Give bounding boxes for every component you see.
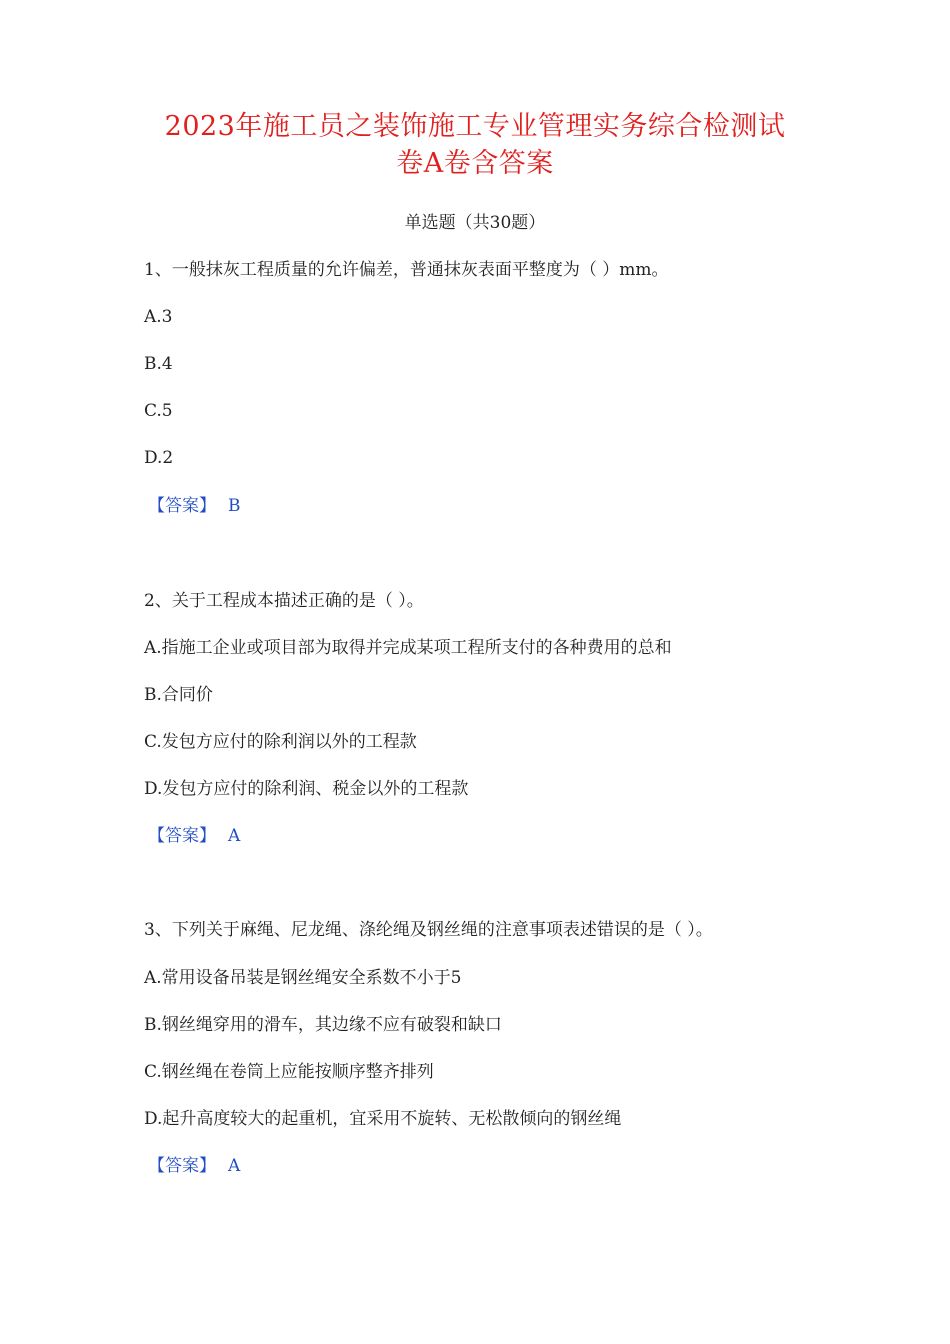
question-2-option-a: A.指施工企业或项目部为取得并完成某项工程所支付的各种费用的总和 [144, 638, 672, 658]
question-3-option-c: C.钢丝绳在卷筒上应能按顺序整齐排列 [144, 1062, 434, 1082]
question-1-option-c: C.5 [144, 401, 173, 421]
question-2-stem: 2、关于工程成本描述正确的是（ ）。 [144, 591, 424, 611]
question-1-option-a: A.3 [144, 307, 173, 327]
answer-label: 【答案】 [148, 826, 216, 846]
question-1-stem: 1、一般抹灰工程质量的允许偏差，普通抹灰表面平整度为（ ）mm。 [144, 260, 669, 280]
question-1-answer [148, 494, 241, 518]
question-3-stem: 3、下列关于麻绳、尼龙绳、涤纶绳及钢丝绳的注意事项表述错误的是（ ）。 [144, 920, 713, 940]
answer-value: A [228, 1156, 241, 1176]
question-3-option-b: B.钢丝绳穿用的滑车，其边缘不应有破裂和缺口 [144, 1015, 502, 1035]
section-heading: 单选题（共30题） [404, 213, 546, 233]
question-2-answer [148, 824, 240, 848]
question-3-option-a: A.常用设备吊装是钢丝绳安全系数不小于5 [144, 968, 462, 988]
title-line-2: 卷A卷含答案 [396, 148, 554, 179]
question-2-option-d: D.发包方应付的除利润、税金以外的工程款 [144, 779, 469, 799]
question-1-option-b: B.4 [144, 354, 173, 374]
question-2-option-b: B.合同价 [144, 685, 213, 705]
answer-label: 【答案】 [148, 496, 216, 516]
answer-value: A [228, 826, 241, 846]
title-line-1: 2023年施工员之装饰施工专业管理实务综合检测试 [164, 111, 786, 142]
question-2-option-c: C.发包方应付的除利润以外的工程款 [144, 732, 417, 752]
answer-value: B [228, 496, 241, 516]
question-3-answer [148, 1154, 240, 1178]
question-1-option-d: D.2 [144, 448, 174, 468]
answer-label: 【答案】 [148, 1156, 216, 1176]
document-title [100, 108, 850, 182]
question-3-option-d: D.起升高度较大的起重机，宜采用不旋转、无松散倾向的钢丝绳 [144, 1109, 622, 1129]
